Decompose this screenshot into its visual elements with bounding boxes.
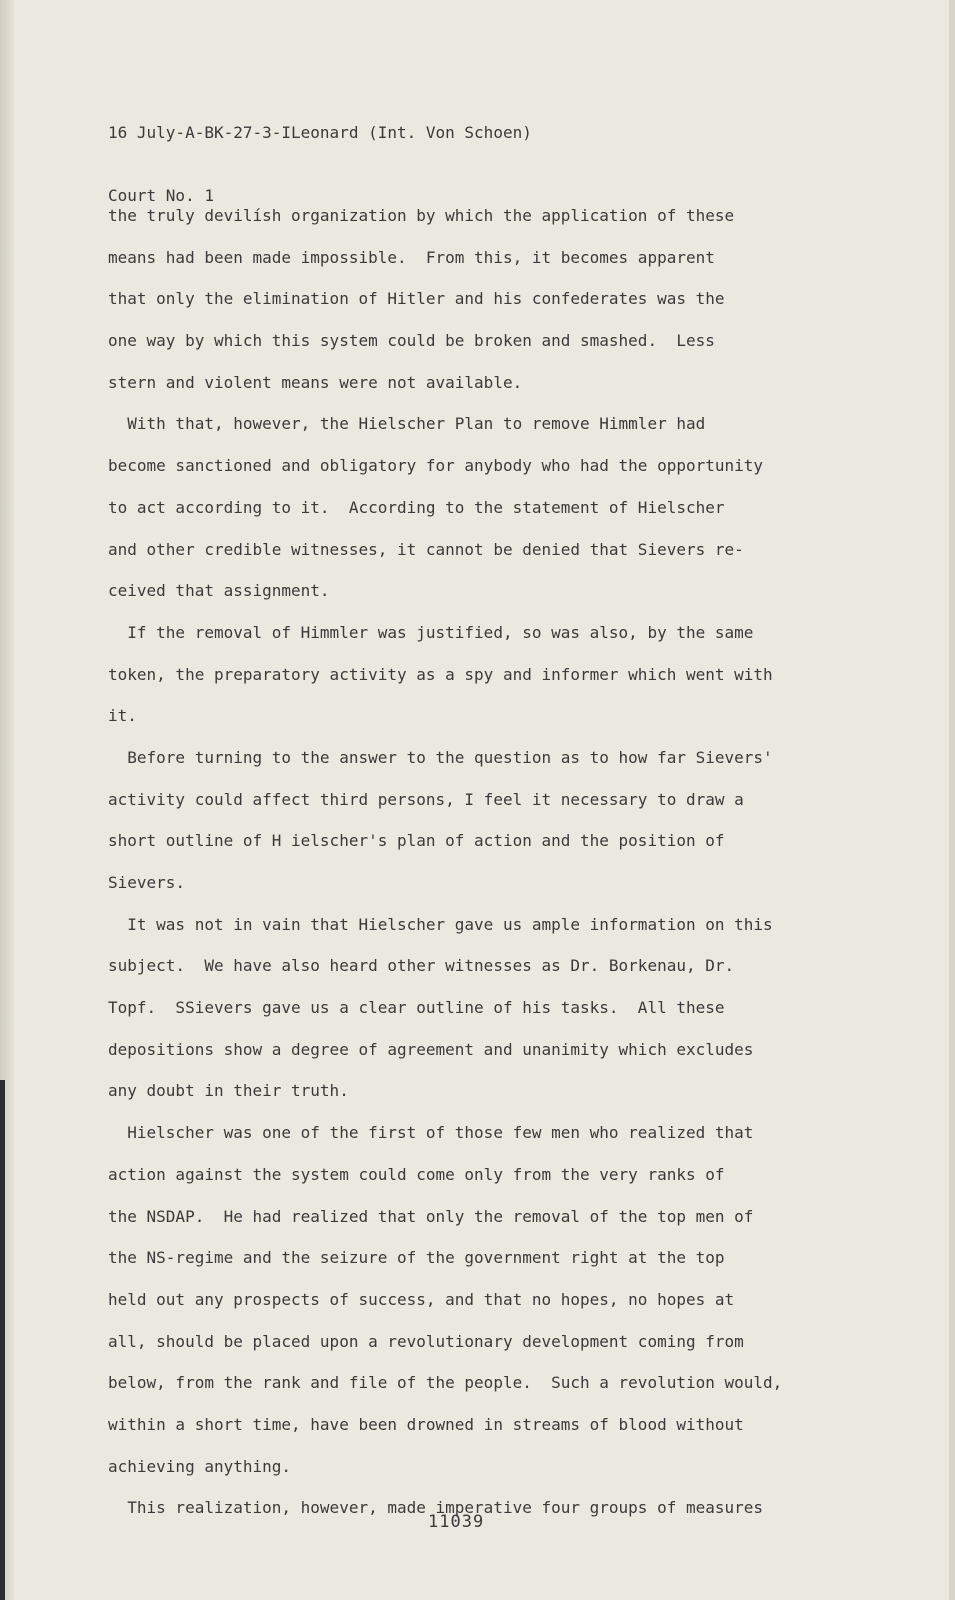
text-line: ceived that assignment. — [108, 581, 330, 601]
text-line: This realization, however, made imperative four groups of measures — [108, 1498, 764, 1518]
text-line: any doubt in their truth. — [108, 1081, 349, 1101]
text-line: the NSDAP. He had realized that only the removal of the top men of — [108, 1206, 754, 1226]
header-court-line: Court No. 1 — [108, 186, 214, 205]
text-line: subject. We have also heard other witnesses as Dr. Borkenau, Dr. — [108, 956, 735, 976]
text-line: it. — [108, 706, 137, 726]
text-line: activity could affect third persons, I feel it necessary to draw a — [108, 789, 744, 809]
text-line: stern and violent means were not available. — [108, 372, 523, 392]
text-line: below, from the rank and file of the people. Such a revolution would, — [108, 1373, 783, 1393]
page-right-edge — [949, 0, 955, 1600]
page-number: 11039 — [428, 1512, 485, 1532]
text-line: all, should be placed upon a revolutionary development coming from — [108, 1331, 744, 1351]
text-line: Sievers. — [108, 873, 186, 892]
text-line: Hielscher was one of the first of those few men who realized that — [108, 1123, 754, 1143]
text-line: the truly devilísh organization by which the application of these — [108, 206, 735, 225]
text-line: token, the preparatory activity as a spy and informer which went with — [108, 664, 773, 684]
text-line: held out any prospects of success, and that no hopes, no hopes at — [108, 1289, 735, 1309]
text-line: that only the elimination of Hitler and his confederates was the — [108, 289, 725, 309]
text-line: With that, however, the Hielscher Plan to remove Himmler had — [108, 414, 706, 434]
header-reference-line: 16 July-A-BK-27-3-ILeonard (Int. Von Schoen) — [108, 123, 532, 142]
text-line: and other credible witnesses, it cannot be denied that Sievers re- — [108, 539, 744, 559]
binding-shadow — [0, 1080, 5, 1600]
text-line: short outline of H ielscher's plan of action and the position of — [108, 831, 725, 851]
text-line: the NS-regime and the seizure of the government right at the top — [108, 1248, 725, 1268]
text-line: within a short time, have been drowned in streams of blood without — [108, 1414, 744, 1434]
text-line: means had been made impossible. From this, it becomes apparent — [108, 247, 715, 267]
text-line: achieving anything. — [108, 1456, 292, 1476]
text-line: If the removal of Himmler was justified, so was also, by the same — [108, 622, 754, 642]
text-line: Before turning to the answer to the question as to how far Sievers' — [108, 747, 773, 767]
text-line: to act according to it. According to the statement of Hielscher — [108, 497, 725, 517]
text-line: It was not in vain that Hielscher gave us ample information on this — [108, 914, 773, 934]
text-line: Topf. SSievers gave us a clear outline of his tasks. All these — [108, 998, 725, 1018]
text-line: action against the system could come only from the very ranks of — [108, 1164, 725, 1184]
text-line: become sanctioned and obligatory for anybody who had the opportunity — [108, 456, 764, 476]
text-line: depositions show a degree of agreement and unanimity which excludes — [108, 1039, 754, 1059]
transcript-body — [108, 202, 828, 1536]
text-line: one way by which this system could be broken and smashed. Less — [108, 331, 715, 351]
